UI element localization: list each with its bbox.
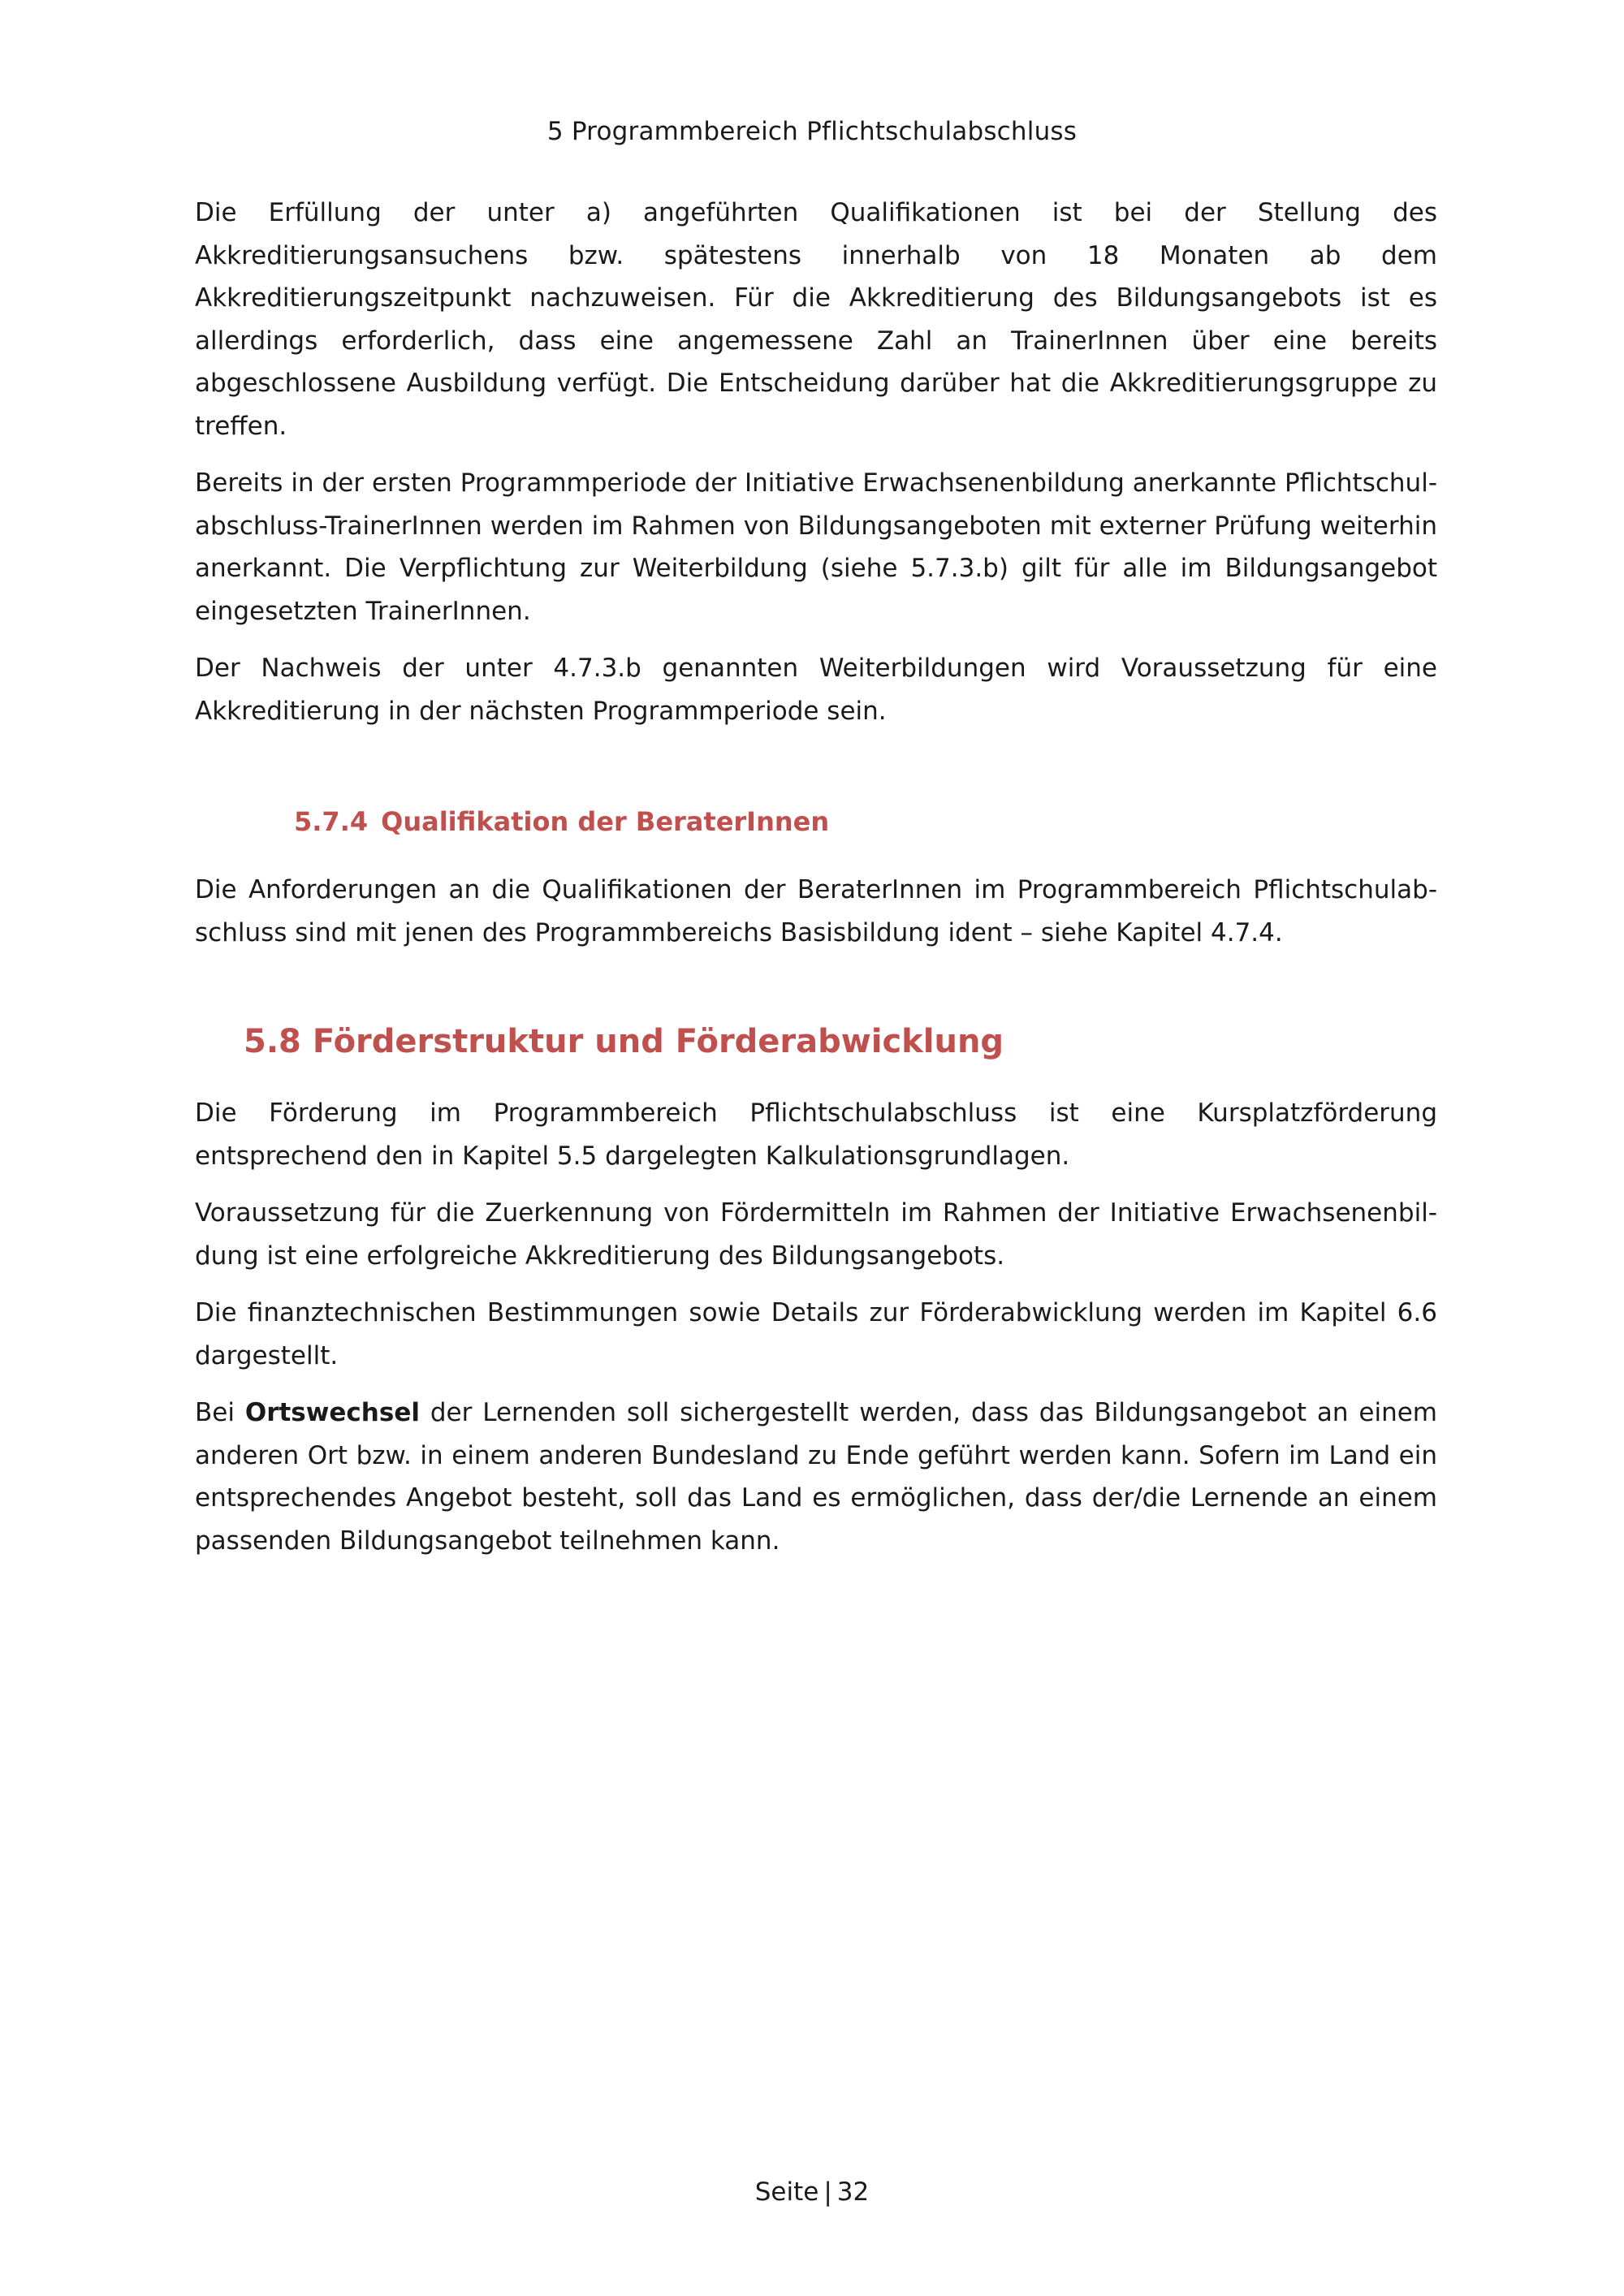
relocation-bold-term: Ortswechsel bbox=[244, 1398, 420, 1427]
paragraph-financial-provisions: Die finanztechnischen Bestimmungen sowie Details zur Förderabwicklung werden im Kapitel 6.6 dargestellt. bbox=[195, 1298, 1437, 1370]
paragraph-funding-prerequisite: Voraussetzung für die Zuerkennung von Fördermitteln im Rahmen der Initiative Erwachsenenbildung ist eine erfolgreiche Akkreditierung des Bildungsangebots. bbox=[195, 1198, 1437, 1271]
page-label: Seite bbox=[754, 2177, 819, 2207]
section-heading bbox=[244, 1017, 1437, 1066]
page-separator: | bbox=[823, 2177, 832, 2207]
relocation-rest: der Lernenden soll sichergestellt werden, dass das Bildungsangebot an einem anderen Ort bzw. in einem anderen Bundesland zu Ende geführt werden kann. Sofern im Land ein entsprechendes Angebot besteht, soll das Land es ermöglichen, dass der/die Lernende an einem passenden Bildungsangebot teilnehmen kann. bbox=[195, 1398, 1437, 1556]
page-content bbox=[195, 192, 1437, 1577]
paragraph-relocation bbox=[195, 1392, 1437, 1562]
page-number: 32 bbox=[836, 2177, 870, 2207]
page-footer bbox=[0, 2177, 1624, 2207]
paragraph-qualification-proof: Die Erfüllung der unter a) angeführten Qualifikationen ist bei der Stellung des Akkreditierungsansuchens bzw. spätestens innerhalb von 18 Monaten ab dem Akkreditierungszeitpunkt nachzuweisen. Für die Akkreditierung des Bildungsangebots ist es allerdings erforderlich, dass eine angemessene Zahl an TrainerInnen über eine bereits abgeschlossene Ausbildung verfügt. Die Entscheidung darüber hat die Akkreditierungsgruppe zu treffen. bbox=[195, 198, 1437, 441]
running-header: 5 Programmbereich Pflichtschulabschluss bbox=[546, 117, 1078, 146]
subsection-title: Qualifikation der BeraterInnen bbox=[381, 806, 830, 837]
subsection-number: 5.7.4 bbox=[294, 806, 369, 837]
subsection-heading bbox=[294, 801, 1437, 843]
section-title: Förderstruktur und Förderabwicklung bbox=[312, 1023, 1004, 1060]
section-number: 5.8 bbox=[244, 1023, 301, 1060]
paragraph-funding-type: Die Förderung im Programmbereich Pflichtschulabschluss ist eine Kursplatzförderung entsprechend den in Kapitel 5.5 dargelegten Kalkulationsgrundlagen. bbox=[195, 1098, 1437, 1171]
paragraph-further-training-proof: Der Nachweis der unter 4.7.3.b genannten Weiterbildungen wird Voraussetzung für eine Akkreditierung in der nächsten Programmperiode sein. bbox=[195, 654, 1437, 726]
paragraph-first-period-trainers: Bereits in der ersten Programmperiode der Initiative Erwachsenenbildung anerkannte Pflichtschulabschluss-TrainerInnen werden im Rahmen von Bildungsangeboten mit externer Prüfung weiterhin anerkannt. Die Verpflichtung zur Weiterbildung (siehe 5.7.3.b) gilt für alle im Bildungsangebot eingesetzten TrainerInnen. bbox=[195, 468, 1437, 626]
paragraph-advisor-qualification: Die Anforderungen an die Qualifikationen der BeraterInnen im Programmbereich Pflichtschulabschluss sind mit jenen des Programmbereichs Basisbildung ident – siehe Kapitel 4.7.4. bbox=[195, 875, 1437, 947]
relocation-prefix: Bei bbox=[195, 1398, 245, 1427]
